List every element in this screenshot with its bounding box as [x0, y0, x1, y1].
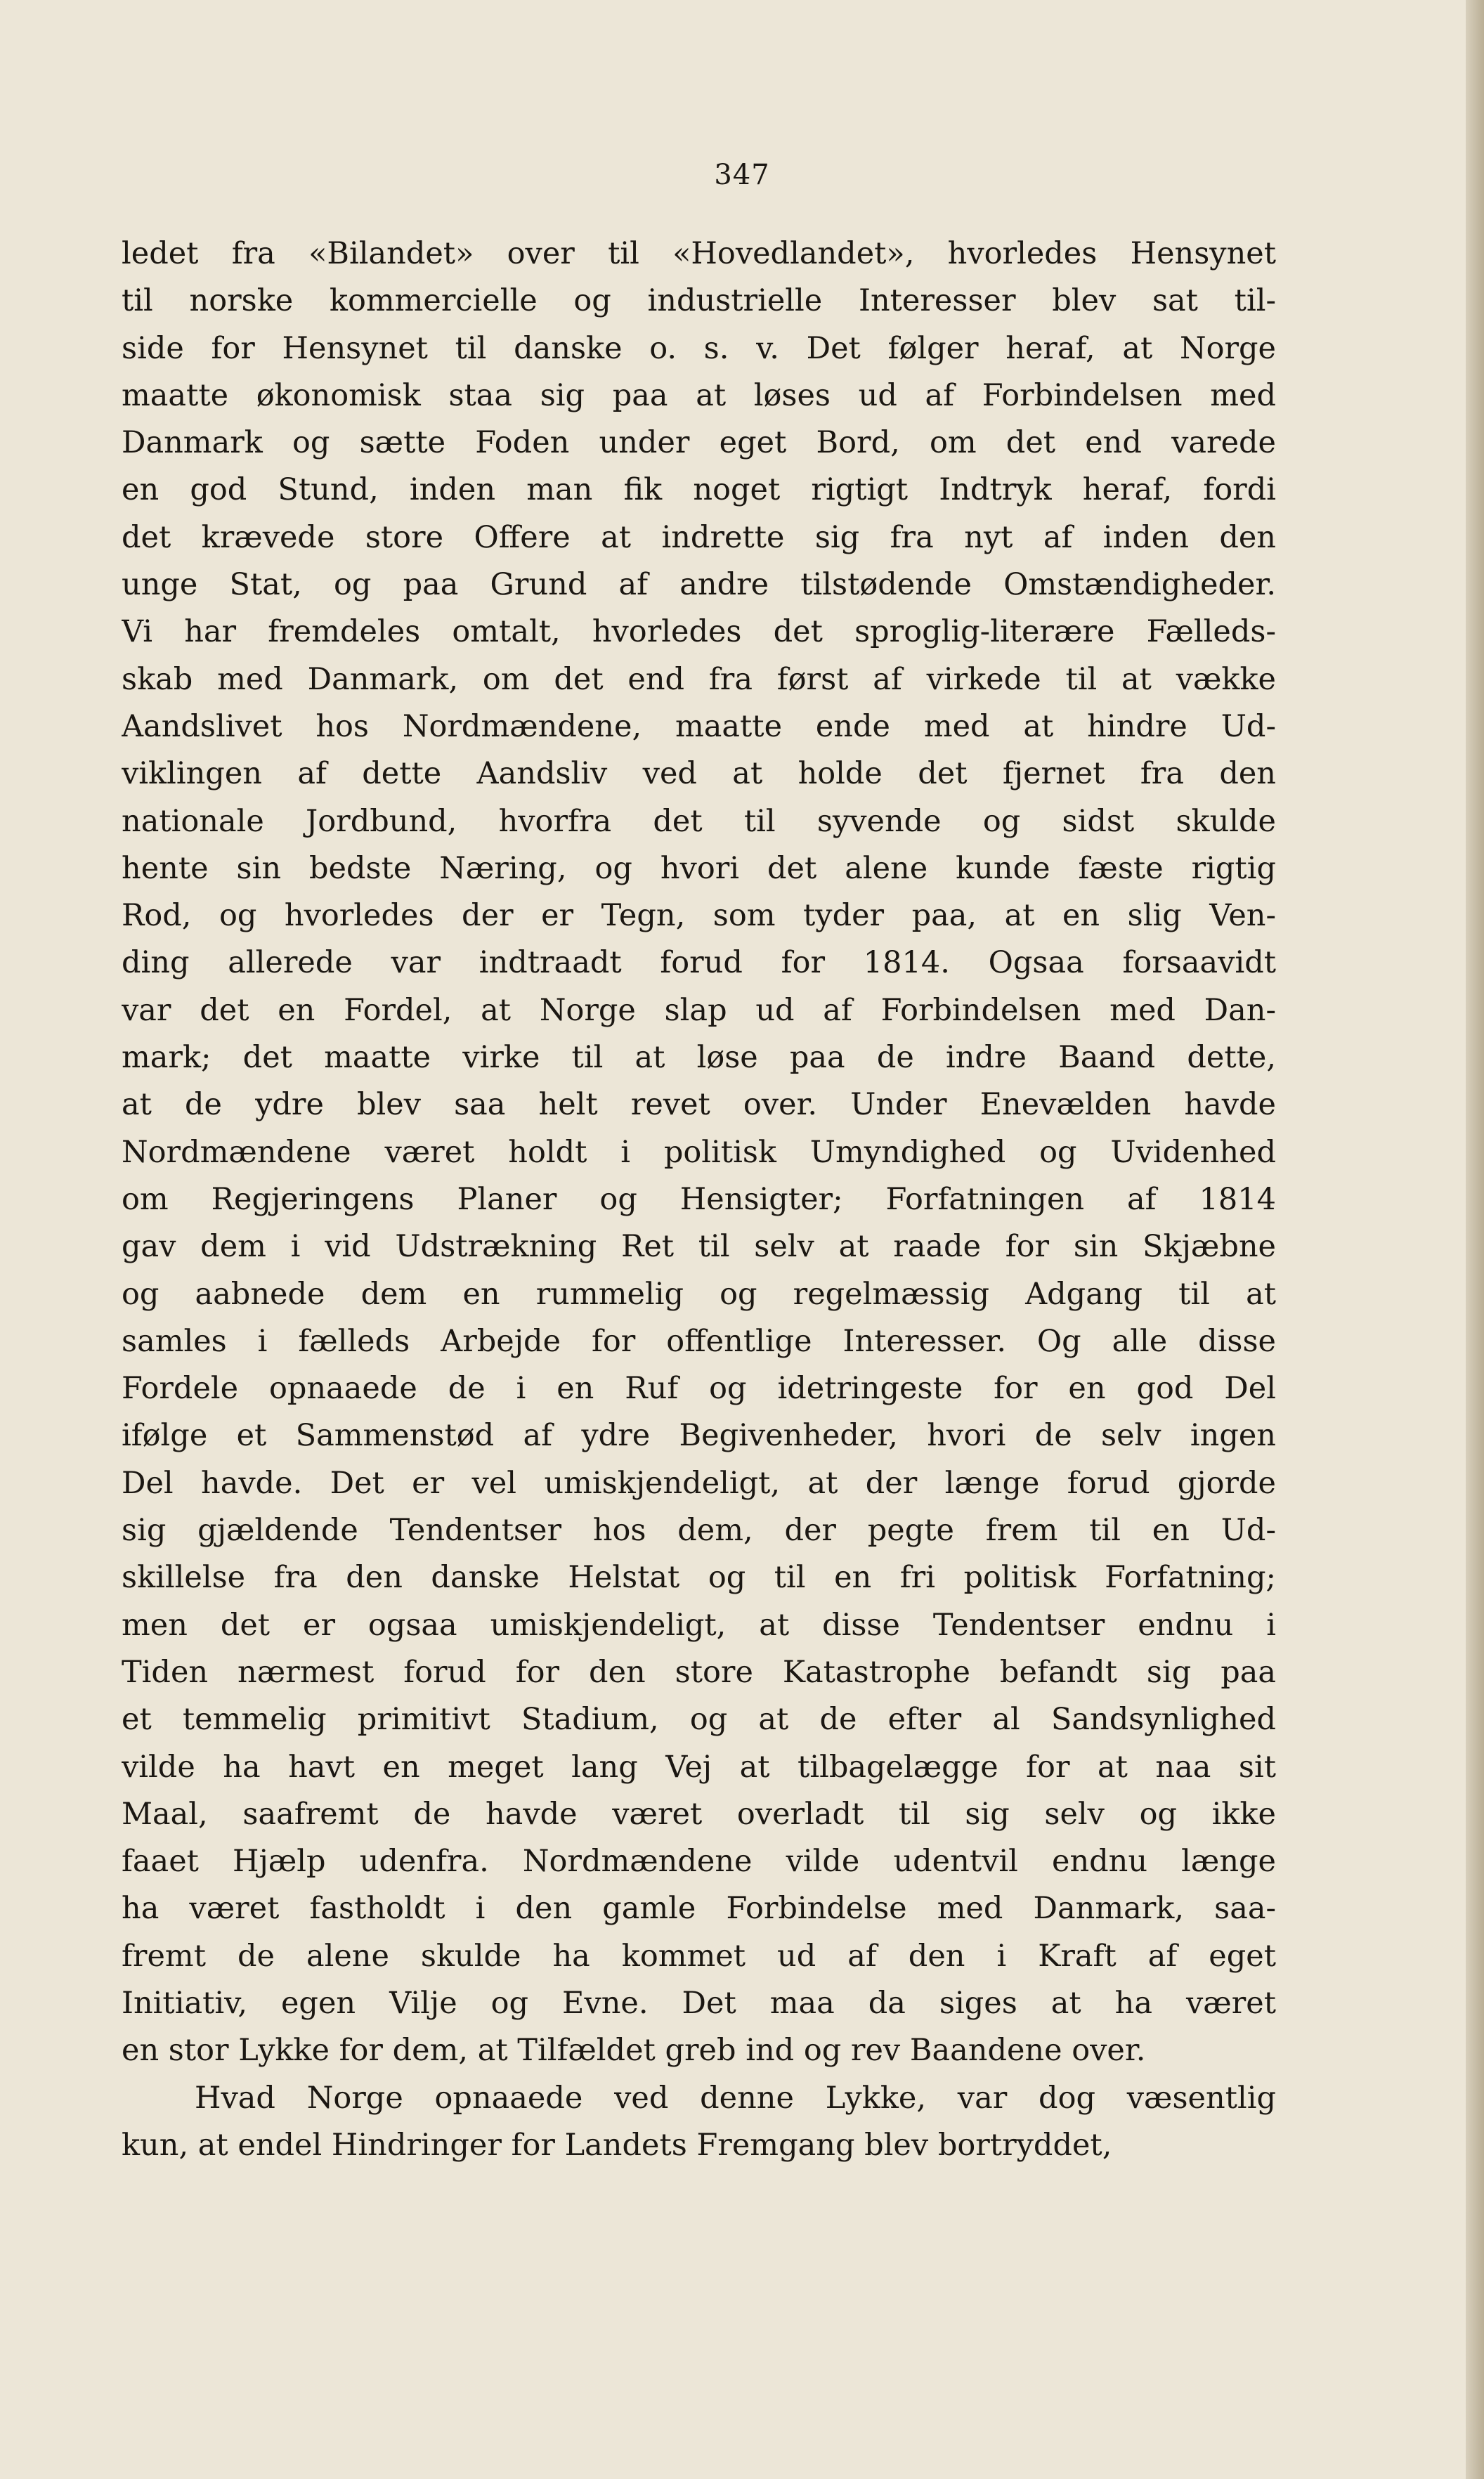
text-line: var det en Fordel, at Norge slap ud af Forbindelsen med Dan- — [122, 992, 1276, 1028]
page-edge-shadow — [1466, 0, 1484, 2479]
text-line: Fordele opnaaede de i en Ruf og idetringeste for en god Del — [122, 1371, 1276, 1407]
text-line: maatte økonomisk staa sig paa at løses ud af Forbindelsen med — [122, 377, 1276, 413]
text-line: samles i fælleds Arbejde for offentlige Interesser. Og alle disse — [122, 1323, 1276, 1359]
text-line: fremt de alene skulde ha kommet ud af den i Kraft af eget — [122, 1938, 1276, 1974]
text-line: nationale Jordbund, hvorfra det til syvende og sidst skulde — [122, 803, 1276, 839]
text-line: hente sin bedste Næring, og hvori det alene kunde fæste rigtig — [122, 850, 1276, 886]
text-line: mark; det maatte virke til at løse paa de indre Baand dette, — [122, 1040, 1276, 1076]
text-line: Initiativ, egen Vilje og Evne. Det maa da siges at ha været — [122, 1985, 1276, 2021]
text-line: det krævede store Offere at indrette sig fra nyt af inden den — [122, 519, 1276, 555]
text-line: side for Hensynet til danske o. s. v. Det følger heraf, at Norge — [122, 330, 1276, 366]
text-line: Maal, saafremt de havde været overladt til sig selv og ikke — [122, 1796, 1276, 1832]
text-line: Nordmændene været holdt i politisk Umyndighed og Uvidenhed — [122, 1134, 1276, 1170]
text-line: sig gjældende Tendentser hos dem, der pegte frem til en Ud- — [122, 1513, 1276, 1549]
text-line: Aandslivet hos Nordmændene, maatte ende med at hindre Ud- — [122, 708, 1276, 744]
text-line: om Regjeringens Planer og Hensigter; Forfatningen af 1814 — [122, 1181, 1276, 1217]
text-line: og aabnede dem en rummelig og regelmæssig Adgang til at — [122, 1276, 1276, 1312]
text-line: Rod, og hvorledes der er Tegn, som tyder paa, at en slig Ven- — [122, 898, 1276, 934]
text-line: Vi har fremdeles omtalt, hvorledes det sproglig-literære Fælleds- — [122, 614, 1276, 650]
text-line: en god Stund, inden man fik noget rigtigt Indtryk heraf, fordi — [122, 472, 1276, 508]
text-line: Del havde. Det er vel umiskjendeligt, at der længe forud gjorde — [122, 1465, 1276, 1501]
text-line: ledet fra «Bilandet» over til «Hovedlandet», hvorledes Hensynet — [122, 236, 1276, 271]
text-line: ifølge et Sammenstød af ydre Begivenheder, hvori de selv ingen — [122, 1418, 1276, 1454]
text-line: skab med Danmark, om det end fra først af virkede til at vække — [122, 661, 1276, 697]
text-line: ding allerede var indtraadt forud for 1814. Ogsaa forsaavidt — [122, 945, 1276, 981]
text-line: vilde ha havt en meget lang Vej at tilbagelægge for at naa sit — [122, 1749, 1276, 1785]
text-line: viklingen af dette Aandsliv ved at holde det fjernet fra den — [122, 756, 1276, 792]
text-line: faaet Hjælp udenfra. Nordmændene vilde udentvil endnu længe — [122, 1844, 1276, 1880]
text-line: et temmelig primitivt Stadium, og at de efter al Sandsynlighed — [122, 1702, 1276, 1738]
text-line: Danmark og sætte Foden under eget Bord, om det end varede — [122, 425, 1276, 461]
text-line: kun, at endel Hindringer for Landets Fremgang blev bortryddet, — [122, 2127, 1112, 2163]
page-number: 347 — [714, 159, 770, 191]
paragraph-end-line: en stor Lykke for dem, at Tilfældet greb ind og rev Baandene over. — [122, 2033, 1146, 2069]
text-line: ha været fastholdt i den gamle Forbindelse med Danmark, saa- — [122, 1891, 1276, 1927]
text-line: til norske kommercielle og industrielle Interesser blev sat til- — [122, 283, 1276, 319]
text-line: men det er ogsaa umiskjendeligt, at disse Tendentser endnu i — [122, 1607, 1276, 1643]
text-line: unge Stat, og paa Grund af andre tilstødende Omstændigheder. — [122, 567, 1276, 603]
paragraph-start-line: Hvad Norge opnaaede ved denne Lykke, var dog væsentlig — [195, 2080, 1276, 2116]
text-line: skillelse fra den danske Helstat og til en fri politisk Forfatning; — [122, 1560, 1276, 1596]
text-line: at de ydre blev saa helt revet over. Under Enevælden havde — [122, 1087, 1276, 1123]
text-line: gav dem i vid Udstrækning Ret til selv at raade for sin Skjæbne — [122, 1229, 1276, 1265]
text-line: Tiden nærmest forud for den store Katastrophe befandt sig paa — [122, 1654, 1276, 1690]
body-text — [122, 230, 1276, 2169]
